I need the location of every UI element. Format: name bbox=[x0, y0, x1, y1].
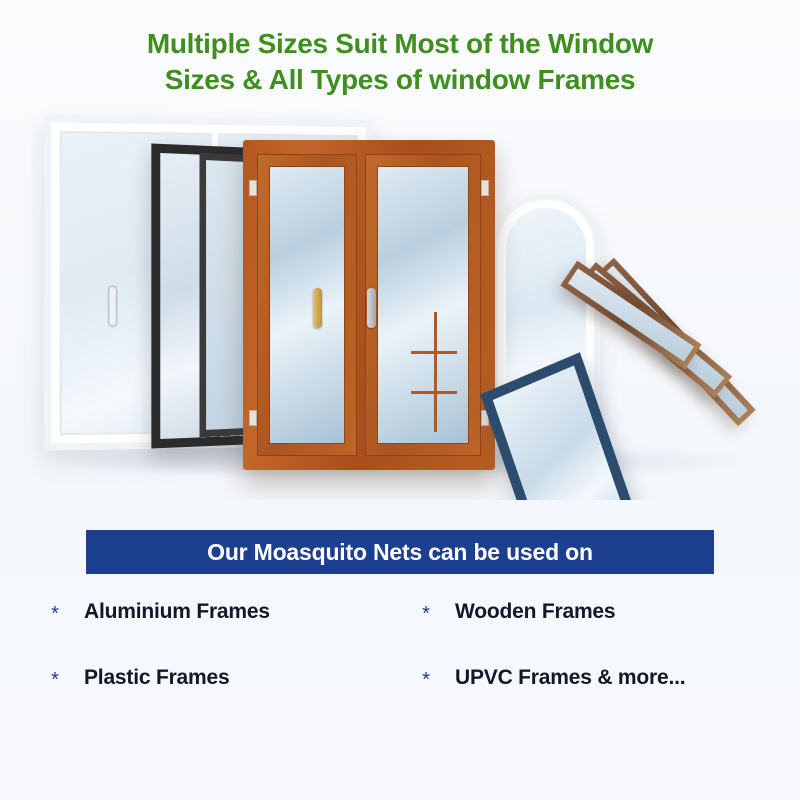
wooden-window-handle-brass bbox=[313, 288, 322, 328]
wooden-sash-left bbox=[257, 154, 357, 456]
wooden-window-handle-silver bbox=[367, 288, 376, 328]
wooden-casement-window bbox=[243, 140, 495, 470]
asterisk-icon: * bbox=[422, 603, 430, 625]
usage-banner bbox=[86, 530, 714, 574]
asterisk-icon: * bbox=[51, 669, 59, 691]
list-item-aluminium-frames bbox=[48, 600, 409, 624]
page-title bbox=[0, 0, 800, 98]
asterisk-icon: * bbox=[51, 603, 59, 625]
frame-type-list bbox=[48, 600, 770, 690]
asterisk-icon: * bbox=[422, 669, 430, 691]
list-item-label: UPVC Frames & more... bbox=[455, 666, 686, 689]
list-item-upvc-frames bbox=[409, 666, 770, 690]
white-window-handle bbox=[108, 285, 118, 327]
list-item-label: Plastic Frames bbox=[84, 666, 230, 689]
wooden-window-hinge-top-right bbox=[481, 180, 489, 196]
list-item-wooden-frames bbox=[409, 600, 770, 624]
list-item-label: Aluminium Frames bbox=[84, 600, 270, 623]
wooden-right-glass bbox=[377, 166, 469, 444]
wooden-sash-right bbox=[365, 154, 481, 456]
headline-line-2: Sizes & All Types of window Frames bbox=[164, 63, 636, 95]
wooden-window-hinge-bottom bbox=[249, 410, 257, 426]
list-item-label: Wooden Frames bbox=[455, 600, 616, 623]
usage-banner-label: Our Moasquito Nets can be used on bbox=[207, 538, 593, 565]
blue-sash-glass bbox=[493, 365, 632, 499]
headline-line-1: Multiple Sizes Suit Most of the Window bbox=[146, 28, 654, 59]
wooden-window-hinge-top bbox=[249, 180, 257, 196]
dark-second-sash-glass bbox=[206, 160, 244, 430]
wooden-left-glass bbox=[269, 166, 345, 444]
wooden-glazing-bars bbox=[411, 312, 457, 432]
product-photo bbox=[0, 110, 800, 500]
list-item-plastic-frames bbox=[48, 666, 409, 690]
